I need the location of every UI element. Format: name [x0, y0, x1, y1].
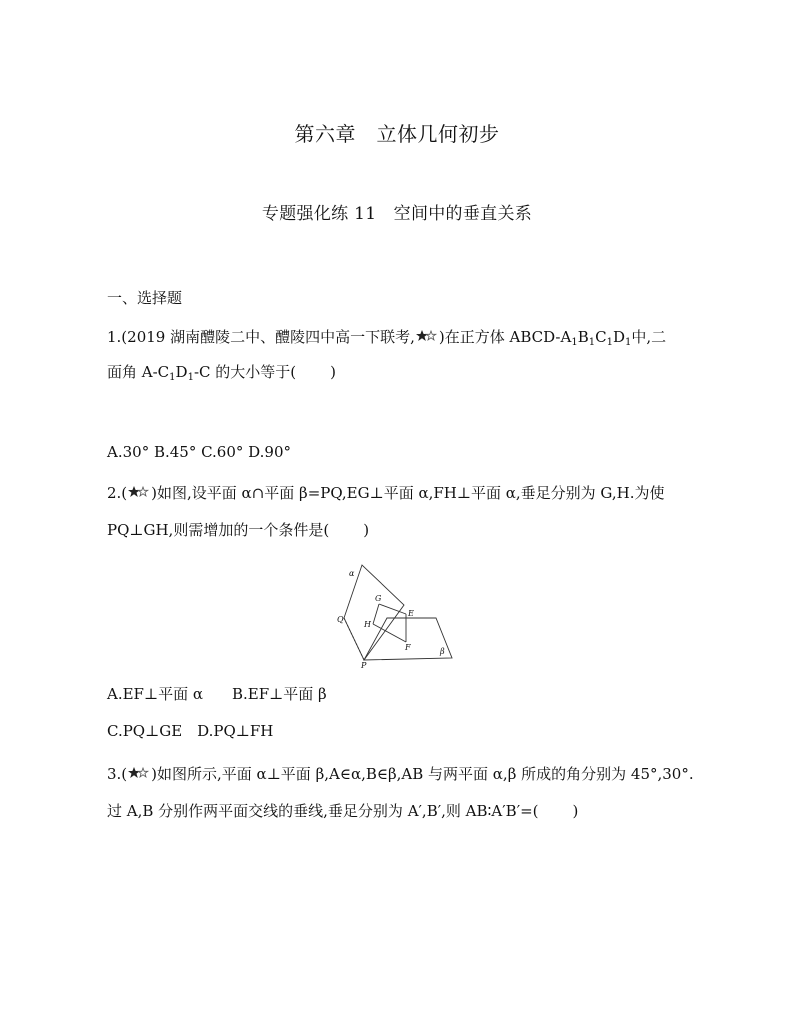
- q1-prefix: 1.(2019 湖南醴陵二中、醴陵四中高一下联考,: [107, 328, 415, 346]
- q2-option-a: A.EF⊥平面 α: [107, 685, 203, 703]
- subscript: 1: [625, 337, 632, 348]
- q2-line1: )如图,设平面 α∩平面 β=PQ,EG⊥平面 α,FH⊥平面 α,垂足分别为 G,H.为使: [151, 484, 665, 502]
- q2-option-b: B.EF⊥平面 β: [232, 685, 327, 703]
- star-difficulty-icon: [416, 329, 438, 343]
- subscript: 1: [588, 337, 596, 348]
- question-1-line-2: [107, 362, 336, 382]
- q2-close: ): [363, 521, 370, 539]
- q2-prefix: 2.(: [107, 484, 128, 502]
- planes-figure: [336, 560, 460, 670]
- label-e: E: [408, 609, 414, 618]
- star-difficulty-icon: [128, 766, 150, 780]
- q2-options-cd: C.PQ⊥GE D.PQ⊥FH: [107, 722, 274, 740]
- subscript: 1: [187, 372, 194, 383]
- plane-beta: [364, 618, 452, 660]
- subscript: 1: [169, 372, 176, 383]
- question-1-line-1: [107, 327, 666, 347]
- label-q: Q: [337, 615, 344, 624]
- question-2-line-2: [107, 520, 369, 540]
- q1-line2-b: D: [175, 363, 188, 381]
- q1-d: D: [612, 328, 625, 346]
- q1-line2-a: 面角 A-C: [107, 363, 170, 381]
- label-beta: β: [440, 647, 445, 656]
- star-difficulty-icon: [128, 485, 150, 499]
- q1-b: B: [577, 328, 589, 346]
- q1-end: 中,二: [631, 328, 667, 346]
- subscript: 1: [571, 337, 578, 348]
- question-1-options: A.30° B.45° C.60° D.90°: [107, 443, 292, 461]
- q3-close: ): [572, 802, 579, 820]
- q2-line2: PQ⊥GH,则需增加的一个条件是(: [107, 521, 330, 539]
- q1-line2-c: -C 的大小等于(: [193, 363, 297, 381]
- chapter-title: 第六章 立体几何初步: [294, 122, 500, 146]
- subscript: 1: [606, 337, 613, 348]
- exercise-subtitle: 专题强化练 11 空间中的垂直关系: [261, 204, 533, 224]
- label-alpha: α: [349, 569, 355, 578]
- q1-mid: )在正方体 ABCD-A: [438, 328, 572, 346]
- q3-line1: )如图所示,平面 α⊥平面 β,A∈α,B∈β,AB 与两平面 α,β 所成的角分别为 45°,30°.: [151, 765, 694, 783]
- q3-prefix: 3.(: [107, 765, 128, 783]
- q3-line2: 过 A,B 分别作两平面交线的垂线,垂足分别为 A′,B′,则 AB∶A′B′=(: [107, 802, 539, 820]
- section-heading: 一、选择题: [107, 289, 183, 307]
- label-g: G: [375, 594, 382, 603]
- label-f: F: [405, 643, 411, 652]
- question-2-line-1: [107, 483, 664, 503]
- question-3-line-2: [107, 801, 578, 821]
- plane-alpha: [344, 565, 404, 660]
- label-h: H: [364, 620, 371, 629]
- q1-c: C: [595, 328, 607, 346]
- q1-close: ): [330, 363, 336, 381]
- question-3-line-1: [107, 764, 694, 784]
- label-p: P: [361, 661, 367, 670]
